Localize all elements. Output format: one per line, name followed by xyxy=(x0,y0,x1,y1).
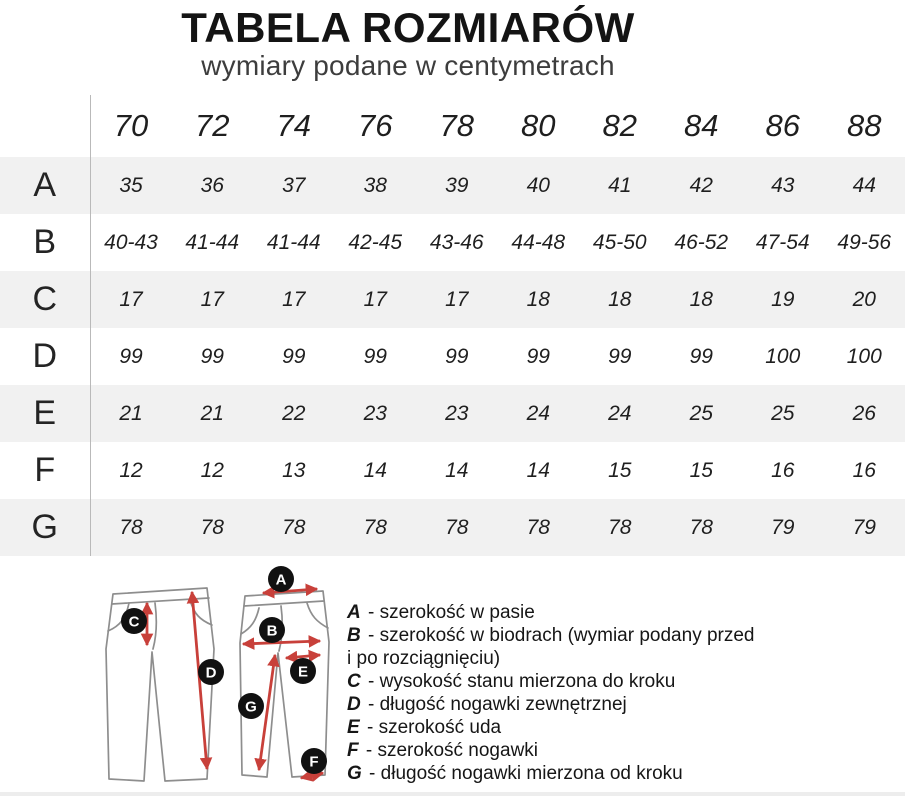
measurement-cell: 19 xyxy=(771,287,795,311)
measurement-cell: 78 xyxy=(282,515,306,539)
measurement-cell: 25 xyxy=(771,401,795,425)
measurement-cell: 15 xyxy=(689,458,713,482)
marker-b-label: B xyxy=(266,622,278,640)
measurement-row-g xyxy=(0,499,905,556)
measurement-cell: 17 xyxy=(445,287,469,311)
measurement-cell: 14 xyxy=(445,458,469,482)
measurement-cell: 43-46 xyxy=(429,230,484,254)
measurement-cell: 13 xyxy=(282,458,306,482)
measurement-cell: 26 xyxy=(852,401,876,425)
measurement-cell: 24 xyxy=(608,401,632,425)
size-column-header: 72 xyxy=(195,108,230,143)
size-table xyxy=(0,95,905,556)
measurement-row-c xyxy=(0,271,905,328)
corner-cell xyxy=(0,95,90,157)
marker-c-label: C xyxy=(128,613,140,631)
legend-item-g: G - długość nogawki mierzona od kroku xyxy=(347,763,683,784)
size-column-header: 76 xyxy=(358,108,393,143)
measurement-cell: 78 xyxy=(363,515,387,539)
measurement-cell: 17 xyxy=(282,287,306,311)
measurement-cell: 21 xyxy=(200,401,224,425)
measurement-cell: 21 xyxy=(119,401,143,425)
measurement-cell: 99 xyxy=(282,344,306,368)
measurement-cell: 12 xyxy=(200,458,224,482)
legend-letter: G xyxy=(347,763,362,784)
measurement-cell: 99 xyxy=(608,344,632,368)
measurement-cell: 38 xyxy=(363,173,387,197)
measurement-cell: 23 xyxy=(445,401,469,425)
measurement-cell: 17 xyxy=(363,287,387,311)
measurement-row-a xyxy=(0,157,905,214)
row-label: E xyxy=(0,385,90,442)
legend-item-f: F - szerokość nogawki xyxy=(347,740,539,761)
measurement-cell: 78 xyxy=(526,515,550,539)
marker-d-label: D xyxy=(205,664,217,682)
measurement-row-b xyxy=(0,214,905,271)
legend-letter: A xyxy=(347,602,361,623)
measurement-cell: 25 xyxy=(689,401,713,425)
measurement-cell: 49-56 xyxy=(837,230,892,254)
measurement-cell: 17 xyxy=(200,287,224,311)
size-column-header: 78 xyxy=(439,108,474,143)
legend-item-d: D - długość nogawki zewnętrznej xyxy=(347,694,627,715)
measurement-cell: 99 xyxy=(200,344,224,368)
measurement-cell: 47-54 xyxy=(755,230,810,254)
measurement-cell: 42 xyxy=(689,173,713,197)
measurement-cell: 99 xyxy=(445,344,469,368)
measurement-cell: 23 xyxy=(363,401,387,425)
measurement-cell: 40 xyxy=(526,173,550,197)
measurement-cell: 16 xyxy=(852,458,876,482)
page-subtitle: wymiary podane w centymetrach xyxy=(201,50,615,81)
marker-f-label: F xyxy=(309,753,319,771)
measurement-cell: 42-45 xyxy=(348,230,403,254)
size-column-header: 74 xyxy=(276,108,311,143)
legend-letter: D xyxy=(347,694,361,715)
row-label: C xyxy=(0,271,90,328)
measurement-cell: 44-48 xyxy=(511,230,566,254)
measurement-cell: 18 xyxy=(608,287,632,311)
size-column-header: 82 xyxy=(602,108,637,143)
size-header-row xyxy=(0,95,905,157)
marker-g-label: G xyxy=(245,698,257,716)
measurement-row-d xyxy=(0,328,905,385)
size-column-header: 86 xyxy=(765,108,800,143)
measurement-cell: 14 xyxy=(526,458,550,482)
measurement-cell: 39 xyxy=(445,173,469,197)
measurement-cell: 40-43 xyxy=(104,230,158,254)
measurement-cell: 78 xyxy=(119,515,143,539)
legend-list xyxy=(347,601,759,785)
row-label: B xyxy=(0,214,90,271)
measurement-cell: 41-44 xyxy=(185,230,240,254)
measurement-cell: 22 xyxy=(282,401,306,425)
measurement-cell: 16 xyxy=(771,458,795,482)
measurement-cell: 78 xyxy=(689,515,713,539)
legend-letter: F xyxy=(347,740,359,761)
measurement-cell: 78 xyxy=(608,515,632,539)
measurement-cell: 99 xyxy=(119,344,143,368)
measurement-cell: 15 xyxy=(608,458,632,482)
measurement-cell: 79 xyxy=(771,515,795,539)
legend-item-e: E - szerokość uda xyxy=(347,717,502,738)
size-column-header: 84 xyxy=(684,108,719,143)
measurement-cell: 36 xyxy=(200,173,224,197)
size-column-header: 80 xyxy=(521,108,556,143)
row-label: G xyxy=(0,499,90,556)
measurement-cell: 100 xyxy=(846,344,882,368)
measurement-cell: 79 xyxy=(852,515,876,539)
size-column-header: 88 xyxy=(847,108,882,143)
measurement-cell: 41 xyxy=(608,173,632,197)
measurement-cell: 17 xyxy=(119,287,143,311)
measurement-cell: 14 xyxy=(363,458,387,482)
measurement-cell: 78 xyxy=(445,515,469,539)
bottom-divider xyxy=(0,792,905,796)
measurement-cell: 45-50 xyxy=(592,230,647,254)
page-header xyxy=(0,6,816,82)
size-column-header: 70 xyxy=(113,108,149,143)
measurement-cell: 99 xyxy=(526,344,550,368)
legend-item-b: B - szerokość w biodrach (wymiar podany przed i po rozciągnięciu) xyxy=(347,625,755,669)
measurement-cell: 18 xyxy=(689,287,713,311)
measurement-cell: 20 xyxy=(852,287,876,311)
legend-letter: C xyxy=(347,671,361,692)
legend-letter: B xyxy=(347,625,361,646)
measurement-cell: 78 xyxy=(200,515,224,539)
measurement-cell: 44 xyxy=(852,173,876,197)
row-label: D xyxy=(0,328,90,385)
measurement-cell: 12 xyxy=(119,458,143,482)
row-label: A xyxy=(0,157,90,214)
measurement-cell: 41-44 xyxy=(266,230,321,254)
page-title: TABELA ROZMIARÓW xyxy=(181,4,635,51)
measurement-cell: 100 xyxy=(765,344,801,368)
measurement-cell: 35 xyxy=(119,173,143,197)
measurement-cell: 99 xyxy=(689,344,713,368)
row-label: F xyxy=(0,442,90,499)
measurement-cell: 43 xyxy=(771,173,795,197)
measurement-row-e xyxy=(0,385,905,442)
measurement-cell: 46-52 xyxy=(674,230,729,254)
marker-a-label: A xyxy=(275,571,287,589)
size-table-body xyxy=(0,157,905,556)
measurement-cell: 24 xyxy=(526,401,550,425)
pants-measurement-diagram xyxy=(95,558,345,796)
legend-item-a: A - szerokość w pasie xyxy=(347,602,535,623)
legend-letter: E xyxy=(347,717,360,738)
measurement-cell: 37 xyxy=(282,173,306,197)
marker-e-label: E xyxy=(297,663,309,681)
measurement-row-f xyxy=(0,442,905,499)
legend-item-c: C - wysokość stanu mierzona do kroku xyxy=(347,671,676,692)
measurement-cell: 18 xyxy=(526,287,550,311)
measurement-cell: 99 xyxy=(363,344,387,368)
